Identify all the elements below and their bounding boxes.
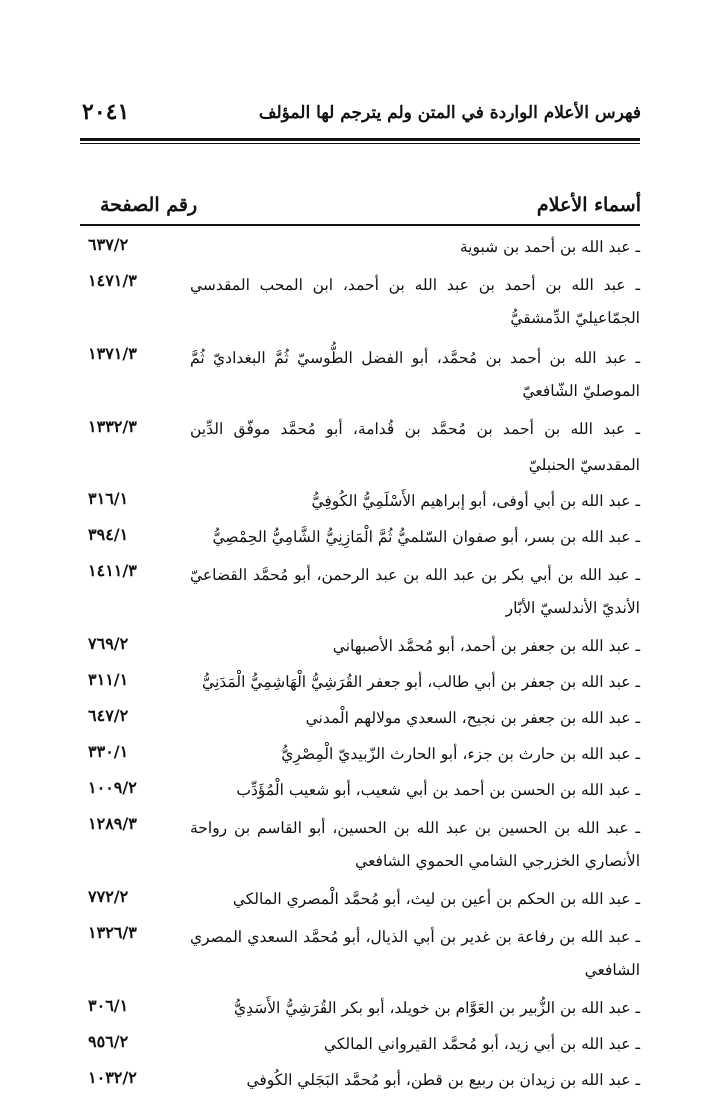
index-entries bbox=[80, 229, 640, 1098]
header-rule-thick bbox=[80, 138, 640, 141]
entry-page-ref: ١٢٨٩/٣ bbox=[88, 814, 137, 833]
entry-name: ـ عبد الله بن زيدان بن ربيع بن قطن، أبو مُحمَّد البَجَلي الكُوفي bbox=[246, 1071, 640, 1089]
entry-name: ـ عبد الله بن أحمد بن عبد الله بن أحمد، ابن المحب المقدسي الجمّاعيليّ الدِّمشقيُّ bbox=[190, 276, 640, 327]
entry-page-ref: ١٠٣٢/٢ bbox=[88, 1068, 137, 1087]
entry-page-ref: ٦٤٧/٢ bbox=[88, 706, 129, 725]
index-entry bbox=[80, 628, 640, 664]
entry-name: ـ عبد الله بن رفاعة بن غدير بن أبي الذيال، أبو مُحمَّد السعدي المصري الشافعي bbox=[190, 928, 640, 979]
entry-name: ـ عبد الله بن بسر، أبو صفوان السّلميُّ ثُمَّ الْمَازِنِيُّ الشَّامِيُّ الحِمْصِيُّ bbox=[212, 528, 640, 546]
index-entry bbox=[80, 736, 640, 772]
entry-page-ref: ٣٠٦/١ bbox=[88, 996, 129, 1015]
entry-page-ref: ٧٧٢/٢ bbox=[88, 887, 129, 906]
entry-name: ـ عبد الله بن الحسن بن أحمد بن أبي شعيب، أبو شعيب الْمُؤَدِّب bbox=[236, 781, 640, 799]
entry-name: ـ عبد الله بن الحسين بن عبد الله بن الحسين، أبو القاسم بن رواحة الأنصاري الخزرجي الشامي الحموي الشافعي bbox=[190, 819, 640, 870]
entry-name: ـ عبد الله بن أبي زيد، أبو مُحمَّد القيرواني المالكي bbox=[323, 1035, 640, 1053]
entry-name: ـ عبد الله بن أبي أوفى، أبو إبراهيم الأَسْلَمِيُّ الكُوفِيُّ bbox=[311, 492, 640, 510]
index-entry bbox=[80, 664, 640, 700]
index-entry bbox=[80, 483, 640, 519]
entry-name: ـ عبد الله بن جعفر بن أحمد، أبو مُحمَّد الأصبهاني bbox=[332, 637, 640, 655]
index-entry bbox=[80, 808, 640, 881]
pages-column-header: رقم الصفحة bbox=[100, 194, 198, 216]
entry-page-ref: ١٣٢٦/٣ bbox=[88, 923, 137, 942]
index-entry bbox=[80, 772, 640, 808]
index-entry bbox=[80, 265, 640, 338]
entry-page-ref: ٦٣٧/٢ bbox=[88, 235, 129, 254]
entry-name: ـ عبد الله بن أحمد بن مُحمَّد، أبو الفضل الطُّوسيّ ثُمَّ البغداديّ ثُمَّ الموصليّ الشّافعيّ bbox=[190, 349, 640, 400]
header-rule-thin bbox=[80, 143, 640, 144]
entry-name: ـ عبد الله بن الحكم بن أعين بن ليث، أبو مُحمَّد الْمصري المالكي bbox=[232, 890, 640, 908]
index-entry bbox=[80, 229, 640, 265]
index-entry bbox=[80, 990, 640, 1026]
index-entry bbox=[80, 917, 640, 990]
entry-page-ref: ١٣٧١/٣ bbox=[88, 344, 137, 363]
entry-page-ref: ١٠٠٩/٢ bbox=[88, 778, 137, 797]
index-entry bbox=[80, 881, 640, 917]
entry-name: ـ عبد الله بن حارث بن جزء، أبو الحارث الزّبيديّ الْمِصْرِيُّ bbox=[281, 745, 640, 763]
entry-page-ref: ٣١٦/١ bbox=[88, 489, 129, 508]
index-entry bbox=[80, 700, 640, 736]
entry-name: ـ عبد الله بن الزُّبير بن العَوَّام بن خويلد، أبو بكر القُرَشِيُّ الأَسَدِيُّ bbox=[233, 999, 640, 1017]
index-entry bbox=[80, 519, 640, 555]
entry-page-ref: ١٤١١/٣ bbox=[88, 561, 137, 580]
index-entry bbox=[80, 555, 640, 628]
index-entry bbox=[80, 338, 640, 411]
entry-page-ref: ٩٥٦/٢ bbox=[88, 1032, 129, 1051]
entry-page-ref: ٧٦٩/٢ bbox=[88, 634, 129, 653]
entry-page-ref: ١٣٣٢/٣ bbox=[88, 417, 137, 436]
entry-page-ref: ٣١١/١ bbox=[88, 670, 129, 689]
entry-page-ref: ١٤٧١/٣ bbox=[88, 271, 137, 290]
index-entry bbox=[80, 411, 640, 483]
entry-page-ref: ٣٣٠/١ bbox=[88, 742, 129, 761]
entry-name: ـ عبد الله بن أبي بكر بن عبد الله بن عبد الرحمن، أبو مُحمَّد القضاعيّ الأنديّ الأندلسيّ الأبّار bbox=[190, 566, 640, 617]
entry-name: ـ عبد الله بن جعفر بن نجيح، السعدي مولالهم الْمدني bbox=[305, 709, 640, 727]
names-column-header: أسماء الأعلام bbox=[536, 194, 641, 216]
index-entry bbox=[80, 1026, 640, 1062]
entry-page-ref: ٣٩٤/١ bbox=[88, 525, 129, 544]
index-entry bbox=[80, 1062, 640, 1098]
running-title: فهرس الأعلام الواردة في المتن ولم يترجم لها المؤلف bbox=[258, 103, 641, 123]
entry-name: ـ عبد الله بن أحمد بن شبوية bbox=[459, 238, 640, 256]
entry-name: ـ عبد الله بن جعفر بن أبي طالب، أبو جعفر القُرَشِيُّ الْهَاشِمِيُّ الْمَدَنِيُّ bbox=[202, 673, 640, 691]
page-number: ٢٠٤١ bbox=[82, 99, 130, 125]
entry-name: ـ عبد الله بن أحمد بن مُحمَّد بن قُدامة، أبو مُحمَّد موفّق الدِّين المقدسيّ الحنبليّ bbox=[190, 420, 640, 474]
column-header-rule bbox=[80, 224, 640, 226]
